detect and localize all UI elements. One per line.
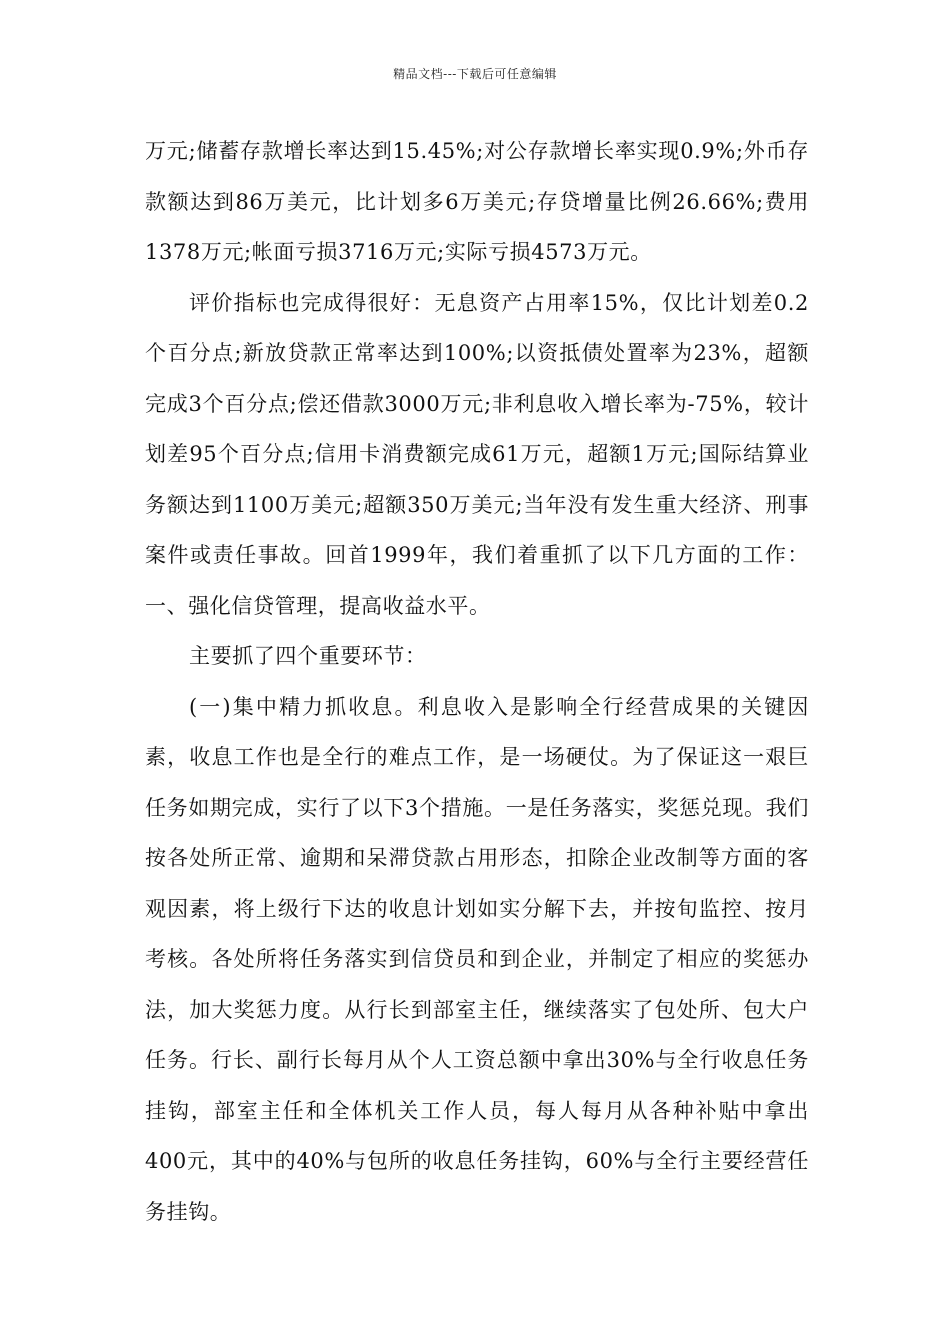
paragraph-financial-results: 万元;储蓄存款增长率达到15.45%;对公存款增长率实现0.9%;外币存款额达到86万美元，比计划多6万美元;存贷增量比例26.66%;费用1378万元;帐面亏损3716万元;实际亏损4573万元。 (145, 139, 809, 264)
paragraph-evaluation-indicators: 评价指标也完成得很好：无息资产占用率15%，仅比计划差0.2个百分点;新放贷款正常率达到100%;以资抵债处置率为23%，超额完成3个百分点;偿还借款3000万元;非利息收入增长率为-75%，较计划差95个百分点;信用卡消费额完成61万元，超额1万元;国际结算业务额达到1100万美元;超额350万美元;当年没有发生重大经济、刑事案件或责任事故。回首1999年，我们着重抓了以下几方面的工作： 一、强化信贷管理，提高收益水平。 (145, 290, 809, 618)
paragraph-interest-collection: (一)集中精力抓收息。利息收入是影响全行经营成果的关键因素，收息工作也是全行的难点工作，是一场硬仗。为了保证这一艰巨任务如期完成，实行了以下3个措施。一是任务落实，奖惩兑现。我们按各处所正常、逾期和呆滞贷款占用形态，扣除企业改制等方面的客观因素，将上级行下达的收息计划如实分解下去，并按旬监控、按月考核。各处所将任务落实到信贷员和到企业，并制定了相应的奖惩办法，加大奖惩力度。从行长到部室主任，继续落实了包处所、包大户任务。行长、副行长每月从个人工资总额中拿出30%与全行收息任务挂钩，部室主任和全体机关工作人员，每人每月从各种补贴中拿出400元，其中的40%与包所的收息任务挂钩，60%与全行主要经营任务挂钩。 (145, 694, 809, 1224)
paragraph-key-links: 主要抓了四个重要环节： (189, 644, 427, 668)
document-body (145, 126, 809, 1237)
page-header: 精品文档---下载后可任意编辑 (393, 67, 557, 81)
